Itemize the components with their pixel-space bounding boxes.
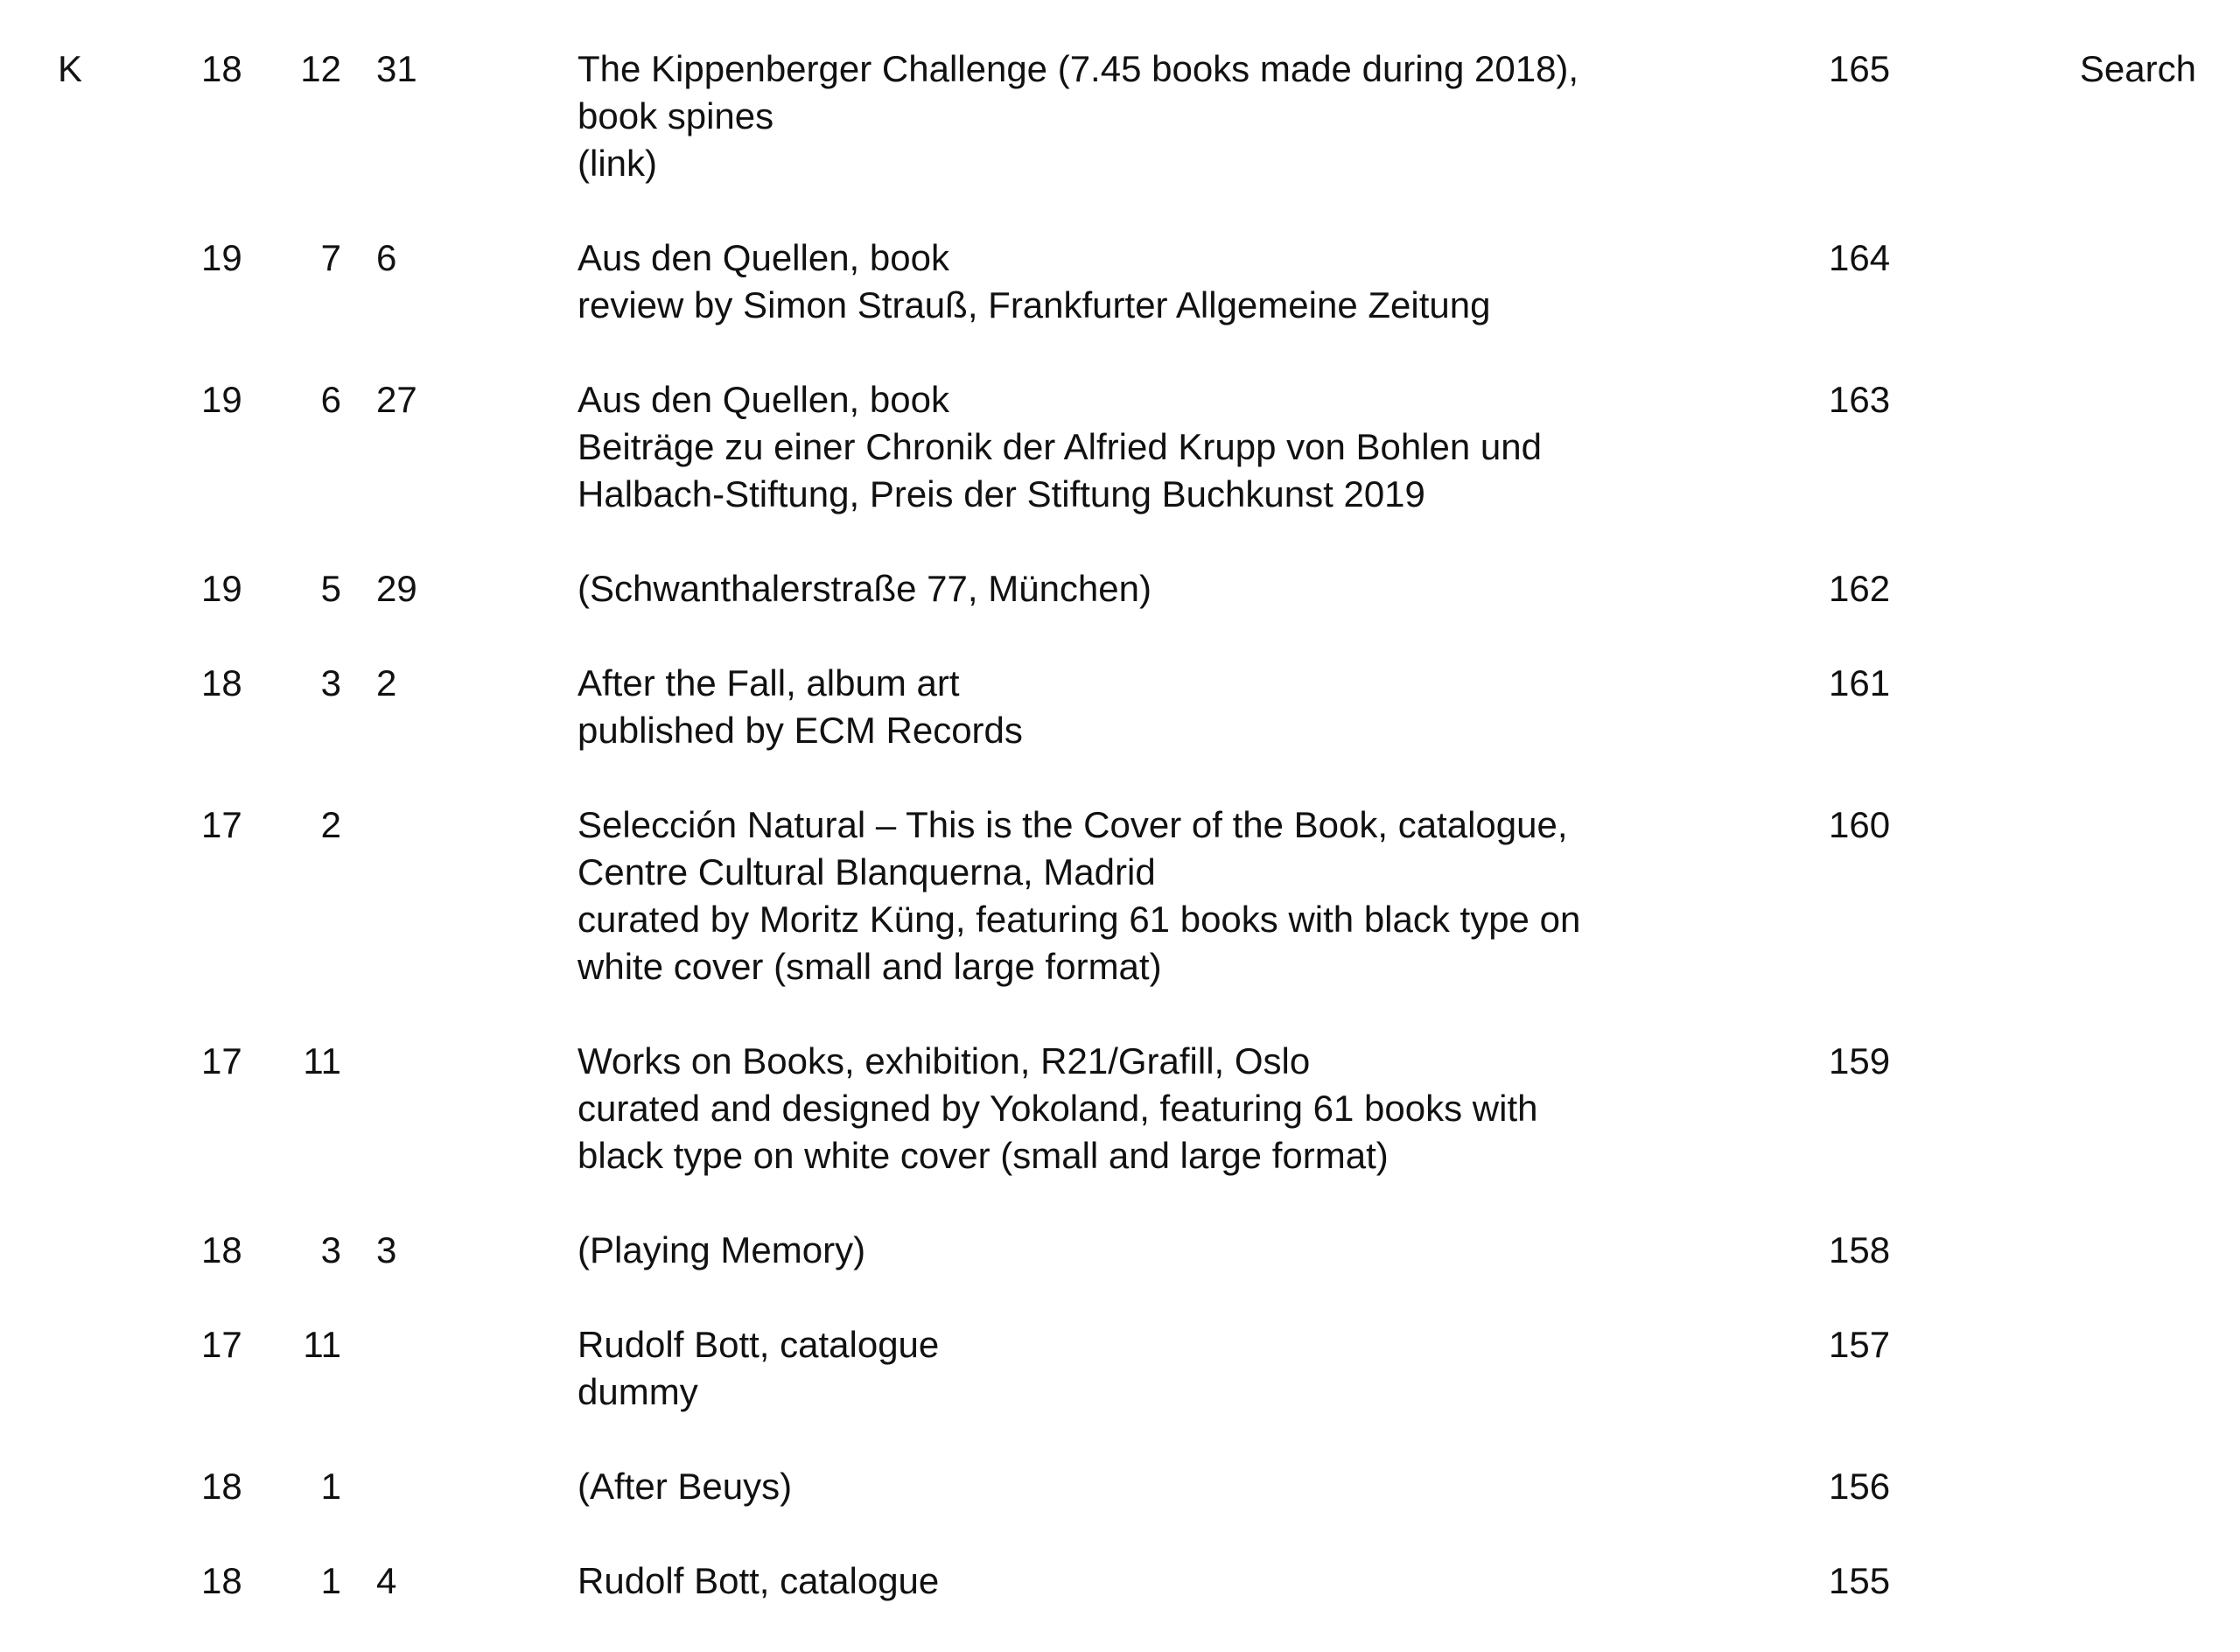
index-entry[interactable] <box>0 46 2240 187</box>
entry-year: 19 <box>201 568 242 609</box>
search-link[interactable]: Search <box>2079 48 2196 89</box>
index-entry[interactable] <box>0 376 2240 518</box>
entry-month: 1 <box>320 1560 341 1601</box>
entry-description <box>578 1321 1759 1416</box>
entry-description-line: Rudolf Bott, catalogue <box>578 1560 940 1601</box>
entry-description <box>578 1463 1759 1510</box>
entry-year: 17 <box>201 1324 242 1365</box>
entry-description-line: Rudolf Bott, catalogue <box>578 1324 940 1365</box>
index-entry[interactable] <box>0 660 2240 754</box>
entry-description-line: (Schwanthalerstraße 77, München) <box>578 568 1152 609</box>
entry-description <box>578 565 1759 612</box>
entry-description-line: book spines <box>578 95 774 136</box>
entry-month: 12 <box>300 48 341 89</box>
entry-description-line: review by Simon Strauß, Frankfurter Allgemeine Zeitung <box>578 284 1491 326</box>
index-entry[interactable] <box>0 234 2240 329</box>
entry-year: 18 <box>201 1560 242 1601</box>
entry-month: 1 <box>320 1466 341 1507</box>
entry-number: 165 <box>1829 48 1891 89</box>
entry-description-line: Centre Cultural Blanquerna, Madrid <box>578 851 1156 892</box>
index-entry[interactable] <box>0 802 2240 990</box>
entry-description-line: Halbach-Stiftung, Preis der Stiftung Buchkunst 2019 <box>578 473 1425 514</box>
index-list <box>0 46 2240 1652</box>
index-entry[interactable] <box>0 1463 2240 1510</box>
entry-description <box>578 1038 1759 1180</box>
entry-number: 156 <box>1829 1466 1891 1507</box>
entry-year: 18 <box>201 1466 242 1507</box>
entry-description <box>578 802 1759 990</box>
entry-month: 7 <box>320 237 341 278</box>
entry-description-line[interactable]: (link) <box>578 143 657 184</box>
index-entry[interactable] <box>0 565 2240 612</box>
index-entry[interactable] <box>0 1038 2240 1180</box>
entry-number: 164 <box>1829 237 1891 278</box>
entry-year: 17 <box>201 1040 242 1082</box>
entry-month: 6 <box>320 379 341 420</box>
entry-description <box>578 660 1759 754</box>
entry-year: 18 <box>201 48 242 89</box>
entry-number: 160 <box>1829 804 1891 845</box>
entry-description-line: (After Beuys) <box>578 1466 793 1507</box>
index-entry[interactable] <box>0 1558 2240 1605</box>
entry-number: 162 <box>1829 568 1891 609</box>
entry-description-line: (Playing Memory) <box>578 1229 866 1270</box>
entry-description <box>578 46 1759 187</box>
entry-year: 19 <box>201 379 242 420</box>
entry-number: 157 <box>1829 1324 1891 1365</box>
entry-year: 18 <box>201 1229 242 1270</box>
entry-year: 17 <box>201 804 242 845</box>
entry-description-line: curated and designed by Yokoland, featuring 61 books with <box>578 1088 1538 1129</box>
site-logo-link[interactable]: K <box>58 48 83 89</box>
entry-description <box>578 376 1759 518</box>
entry-month: 11 <box>303 1324 341 1365</box>
entry-day: 6 <box>376 237 397 278</box>
entry-day: 3 <box>376 1229 397 1270</box>
entry-description-line: Works on Books, exhibition, R21/Grafill, Oslo <box>578 1040 1311 1082</box>
entry-number: 161 <box>1829 662 1891 704</box>
entry-description-line: Aus den Quellen, book <box>578 237 949 278</box>
entry-description-line: Beiträge zu einer Chronik der Alfried Krupp von Bohlen und <box>578 426 1543 467</box>
entry-description-line: After the Fall, album art <box>578 662 960 704</box>
entry-day: 31 <box>376 48 417 89</box>
entry-year: 19 <box>201 237 242 278</box>
entry-description-line: curated by Moritz Küng, featuring 61 books with black type on <box>578 899 1581 940</box>
entry-day: 4 <box>376 1560 397 1601</box>
entry-number: 158 <box>1829 1229 1891 1270</box>
entry-day: 27 <box>376 379 417 420</box>
entry-description <box>578 1558 1759 1605</box>
entry-month: 5 <box>320 568 341 609</box>
entry-description-line: black type on white cover (small and large format) <box>578 1135 1389 1176</box>
entry-day: 29 <box>376 568 417 609</box>
entry-number: 163 <box>1829 379 1891 420</box>
entry-description-line: Aus den Quellen, book <box>578 379 949 420</box>
entry-day: 2 <box>376 662 397 704</box>
entry-description <box>578 1227 1759 1274</box>
entry-description-line: The Kippenberger Challenge (7.45 books made during 2018), <box>578 48 1579 89</box>
entry-description-line: Selección Natural – This is the Cover of the Book, catalogue, <box>578 804 1568 845</box>
index-entry[interactable] <box>0 1321 2240 1416</box>
entry-month: 11 <box>303 1040 341 1082</box>
entry-number: 155 <box>1829 1560 1891 1601</box>
entry-description-line: dummy <box>578 1371 698 1412</box>
index-entry[interactable] <box>0 1227 2240 1274</box>
entry-month: 3 <box>320 1229 341 1270</box>
entry-month: 3 <box>320 662 341 704</box>
entry-month: 2 <box>320 804 341 845</box>
entry-description-line: white cover (small and large format) <box>578 946 1162 987</box>
entry-number: 159 <box>1829 1040 1891 1082</box>
entry-year: 18 <box>201 662 242 704</box>
entry-description-line: published by ECM Records <box>578 710 1023 751</box>
entry-description <box>578 234 1759 329</box>
